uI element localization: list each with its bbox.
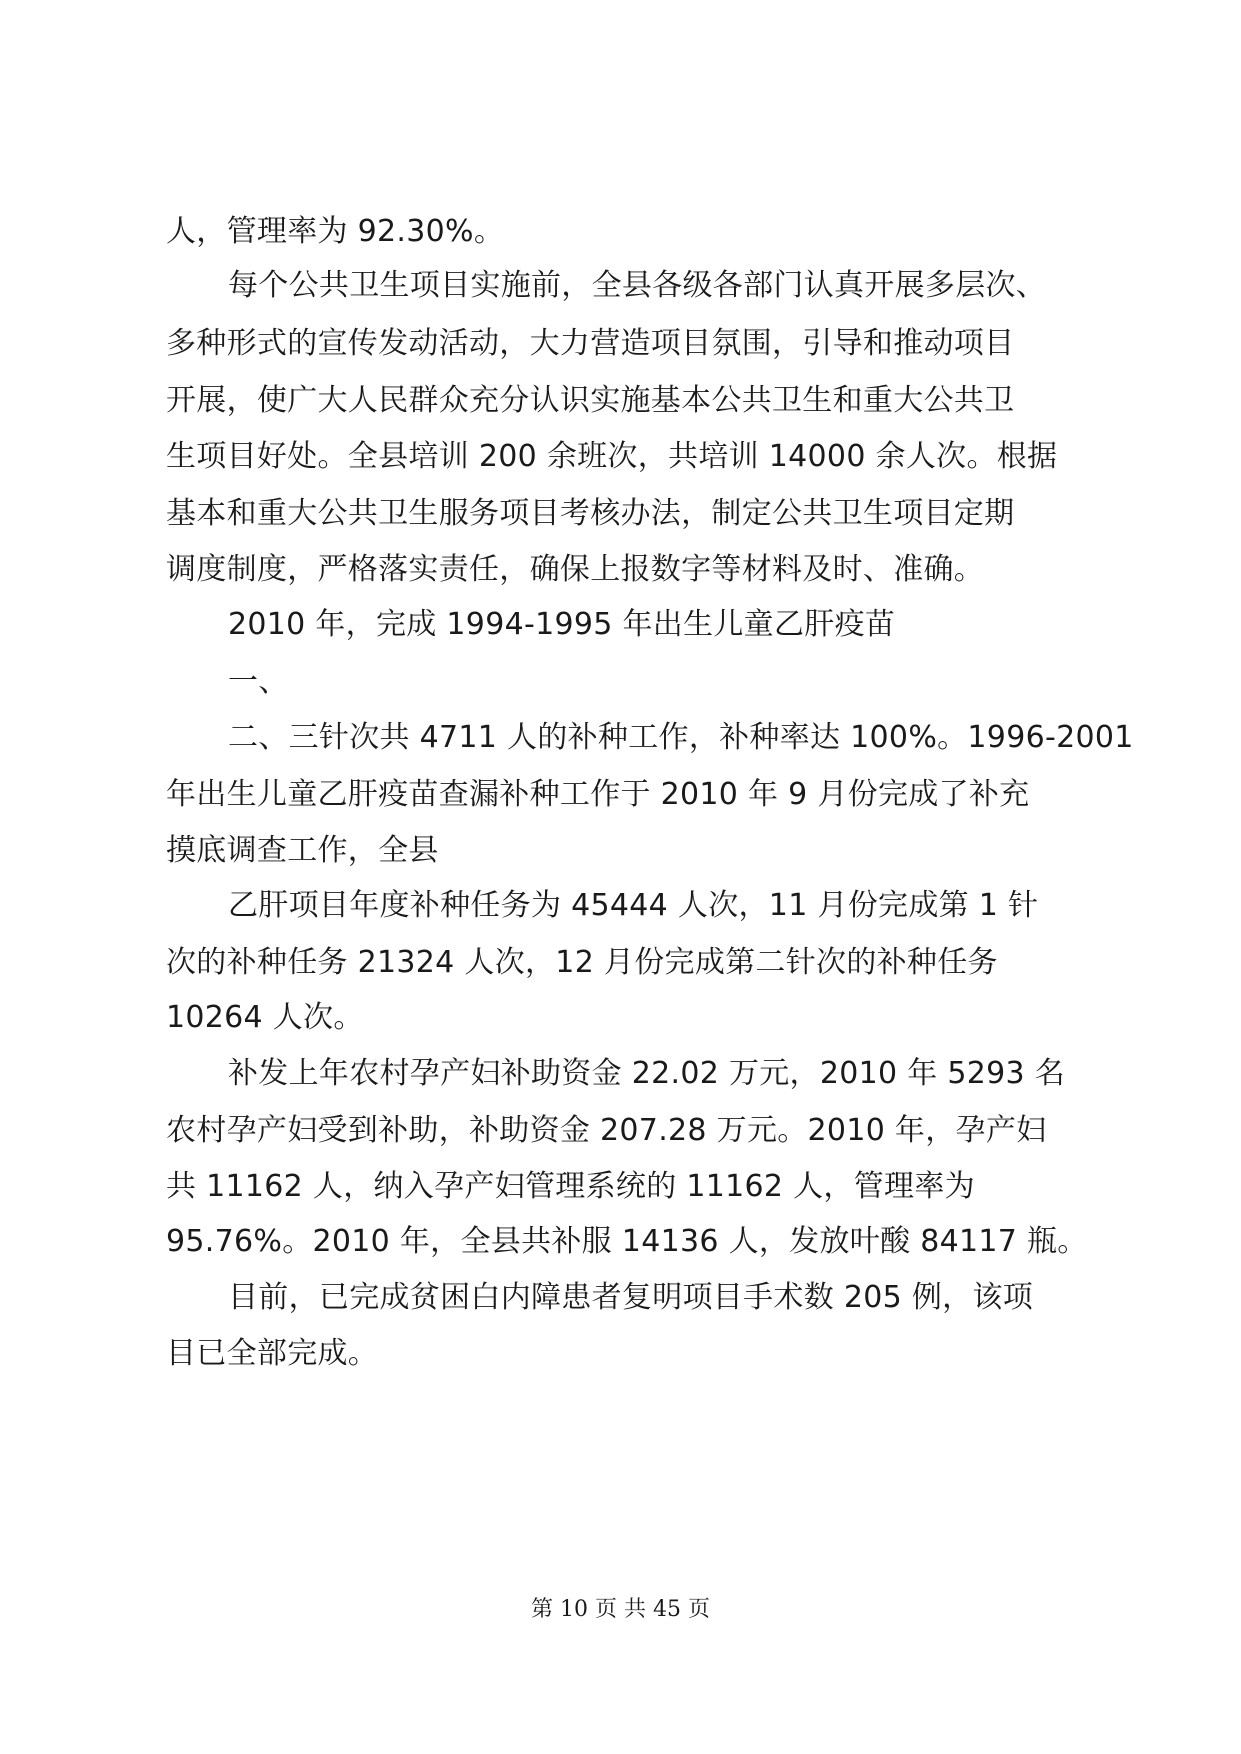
text-line: 人，管理率为 92.30%。 [166, 214, 505, 249]
text-line: 95.76%。2010 年，全县共补服 14136 人，发放叶酸 84117 瓶。 [166, 1224, 1088, 1259]
text-line: 每个公共卫生项目实施前，全县各级各部门认真开展多层次、 [228, 268, 1047, 303]
text-line: 目已全部完成。 [166, 1336, 379, 1371]
text-line: 一、 [228, 664, 289, 699]
text-line: 补发上年农村孕产妇补助资金 22.02 万元，2010 年 5293 名 [228, 1056, 1066, 1091]
text-line: 农村孕产妇受到补助，补助资金 207.28 万元。2010 年，孕产妇 [166, 1113, 1047, 1148]
text-line: 乙肝项目年度补种任务为 45444 人次，11 月份完成第 1 针 [228, 888, 1039, 923]
text-line: 调度制度，严格落实责任，确保上报数字等材料及时、准确。 [166, 552, 985, 587]
text-line: 多种形式的宣传发动活动，大力营造项目氛围，引导和推动项目 [166, 326, 1015, 361]
text-line: 目前，已完成贫困白内障患者复明项目手术数 205 例，该项 [228, 1280, 1034, 1315]
text-line: 年出生儿童乙肝疫苗查漏补种工作于 2010 年 9 月份完成了补充 [166, 777, 1030, 812]
text-line: 生项目好处。全县培训 200 余班次，共培训 14000 余人次。根据 [166, 439, 1058, 474]
text-line: 2010 年，完成 1994-1995 年出生儿童乙肝疫苗 [228, 607, 896, 642]
page-number-footer: 第 10 页 共 45 页 [531, 1597, 710, 1622]
text-line: 二、三针次共 4711 人的补种工作，补种率达 100%。1996-2001 [228, 720, 1134, 755]
text-line: 基本和重大公共卫生服务项目考核办法，制定公共卫生项目定期 [166, 496, 1015, 531]
text-line: 开展，使广大人民群众充分认识实施基本公共卫生和重大公共卫 [166, 383, 1015, 418]
text-line: 10264 人次。 [166, 1000, 364, 1035]
text-line: 次的补种任务 21324 人次，12 月份完成第二针次的补种任务 [166, 945, 998, 980]
text-line: 共 11162 人，纳入孕产妇管理系统的 11162 人，管理率为 [166, 1169, 975, 1204]
text-line: 摸底调查工作，全县 [166, 833, 439, 868]
